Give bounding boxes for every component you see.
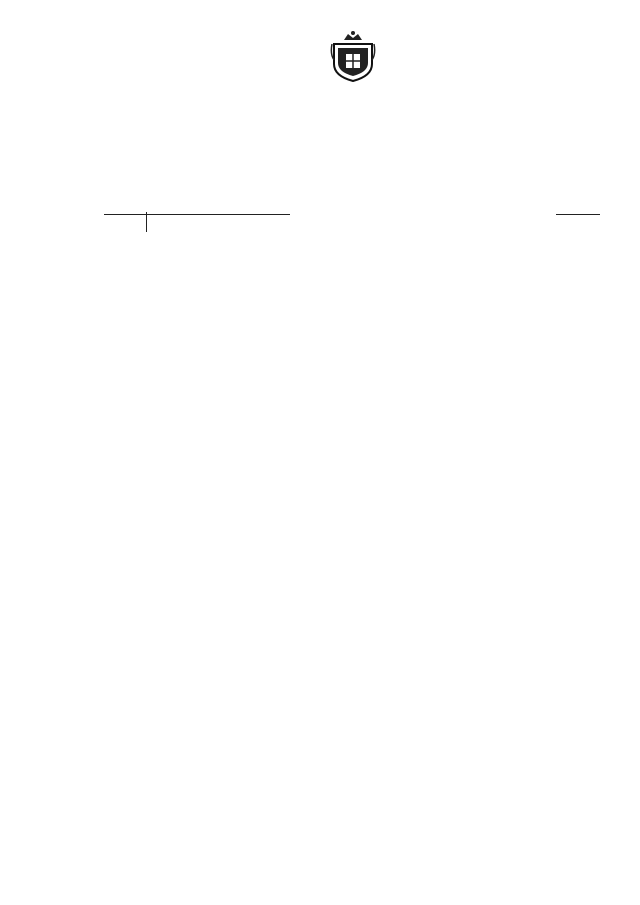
text-line (94, 667, 600, 684)
text-line (94, 419, 600, 436)
text-line (94, 402, 600, 419)
text-line (94, 749, 600, 766)
number-underline (556, 214, 600, 215)
item-3-1-paragraph (94, 535, 600, 585)
item-5-paragraph (94, 699, 600, 765)
preamble-paragraph (94, 336, 600, 435)
text-line (94, 601, 600, 618)
item-3-paragraph (94, 519, 600, 536)
coat-of-arms-emblem (330, 30, 376, 82)
text-line (94, 386, 600, 403)
text-line (94, 503, 600, 520)
text-line (94, 568, 600, 585)
text-line (94, 617, 600, 634)
text-line (94, 353, 600, 370)
text-line (94, 732, 600, 749)
item-1-paragraph (94, 453, 600, 486)
text-line (94, 369, 600, 386)
text-line (94, 650, 600, 667)
text-line (94, 552, 600, 569)
date-underline (104, 214, 290, 215)
text-line (94, 486, 600, 503)
date-city-divider (146, 212, 147, 232)
text-line (94, 470, 600, 487)
item-2-paragraph (94, 486, 600, 519)
text-line (94, 716, 600, 733)
text-line (94, 584, 600, 601)
text-line (94, 336, 600, 353)
text-line (94, 535, 600, 552)
text-line (94, 634, 600, 651)
item-3-2-paragraph (94, 584, 600, 650)
text-line (94, 453, 600, 470)
text-line (94, 519, 600, 536)
item-4-paragraph (94, 650, 600, 700)
text-line (94, 699, 600, 716)
text-line (94, 683, 600, 700)
